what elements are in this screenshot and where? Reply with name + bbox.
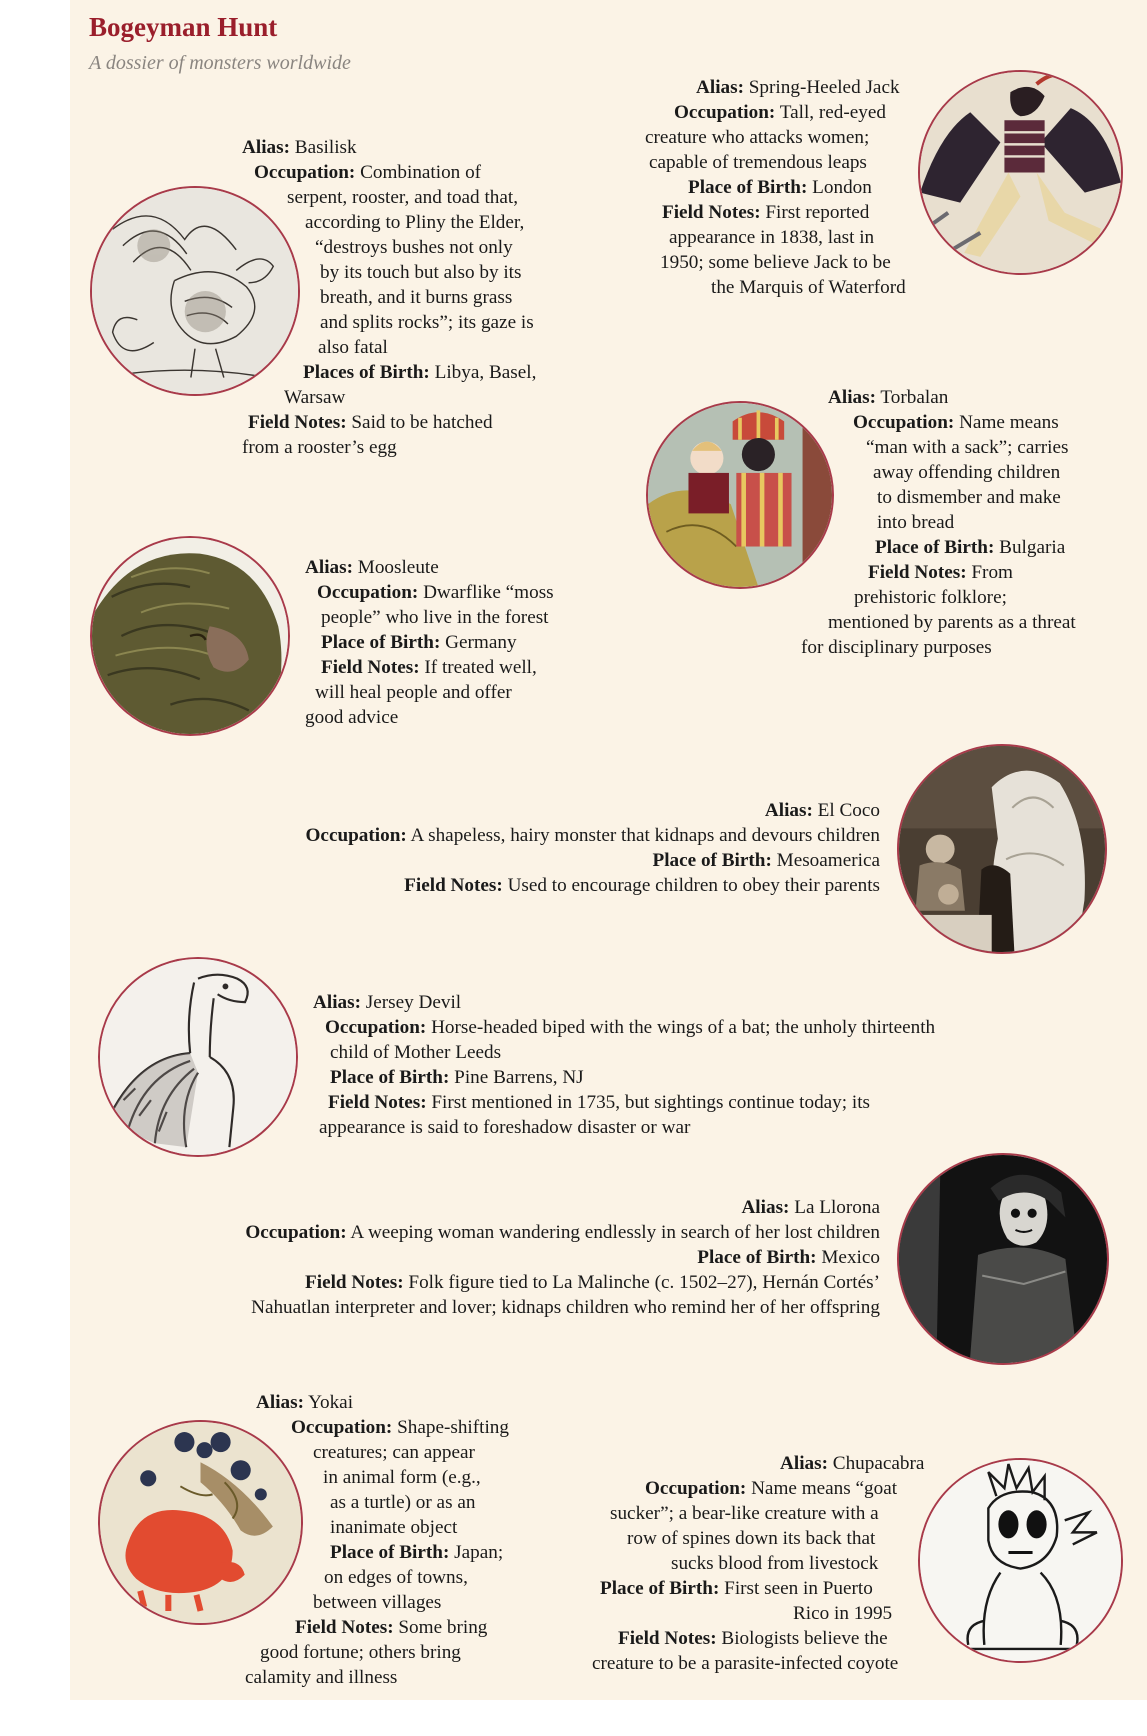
notes-line: 1950; some believe Jack to be: [660, 252, 891, 273]
entry-chupacabra: [585, 1451, 945, 1676]
alias-label: Alias:: [780, 1453, 828, 1474]
occupation-label: Occupation:: [291, 1417, 393, 1438]
notes-label: Field Notes:: [321, 657, 420, 678]
occupation-line: serpent, rooster, and toad that,: [287, 187, 519, 208]
notes-line: appearance is said to foreshadow disaster or war: [319, 1117, 691, 1138]
notes-line: from a rooster’s egg: [242, 437, 397, 458]
notes-line: Said to be hatched: [351, 412, 493, 433]
alias-label: Alias:: [313, 992, 361, 1013]
jersey-devil-image: [98, 957, 298, 1157]
occupation-label: Occupation:: [305, 825, 407, 846]
occupation-line: sucker”; a bear-like creature with a: [610, 1503, 879, 1524]
entry-spring-heeled-jack: [600, 75, 930, 300]
notes-line: If treated well,: [424, 657, 537, 678]
birth-label: Place of Birth:: [330, 1067, 450, 1088]
notes-label: Field Notes:: [248, 412, 347, 433]
occupation-line: Horse-headed biped with the wings of a bat; the unholy thirteenth: [431, 1017, 936, 1038]
birth-line: Rico in 1995: [793, 1603, 893, 1624]
occupation-line: creature who attacks women;: [645, 127, 870, 148]
occupation-line: row of spines down its back that: [627, 1528, 876, 1549]
occupation-line: child of Mother Leeds: [330, 1042, 502, 1063]
notes-label: Field Notes:: [295, 1617, 394, 1638]
occupation-line: people” who live in the forest: [321, 607, 549, 628]
occupation-line: “man with a sack”; carries: [866, 437, 1069, 458]
notes-line: for disciplinary purposes: [801, 637, 992, 658]
entry-torbalan: [790, 385, 1130, 660]
occupation-line: Dwarflike “moss: [423, 582, 554, 603]
notes-line: the Marquis of Waterford: [711, 277, 906, 298]
occupation-line: inanimate object: [330, 1517, 458, 1538]
occupation-label: Occupation:: [254, 162, 356, 183]
occupation-label: Occupation:: [325, 1017, 427, 1038]
occupation-line: Shape-shifting: [397, 1417, 509, 1438]
notes-line: Folk figure tied to La Malinche (c. 1502–27), Hernán Cortés’: [408, 1272, 880, 1293]
birth-line: Bulgaria: [999, 537, 1066, 558]
la-llorona-image: [897, 1153, 1109, 1365]
notes-line: Biologists believe the: [721, 1628, 888, 1649]
alias-label: Alias:: [764, 800, 813, 821]
alias-label: Alias:: [242, 137, 290, 158]
birth-line: between villages: [313, 1592, 442, 1613]
birth-label: Place of Birth:: [330, 1542, 450, 1563]
occupation-line: A shapeless, hairy monster that kidnaps and devours children: [410, 825, 880, 846]
birth-label: Place of Birth:: [321, 632, 441, 653]
notes-line: prehistoric folklore;: [854, 587, 1007, 608]
notes-line: mentioned by parents as a threat: [828, 612, 1076, 633]
entry-basilisk: [240, 135, 540, 460]
occupation-line: Tall, red-eyed: [779, 102, 886, 123]
page-title: Bogeyman Hunt: [89, 12, 278, 42]
alias-value: Jersey Devil: [365, 992, 462, 1013]
birth-label: Place of Birth:: [652, 850, 772, 871]
entry-el-coco: [150, 798, 880, 898]
page-subtitle: A dossier of monsters worldwide: [89, 52, 351, 74]
occupation-line: according to Pliny the Elder,: [305, 212, 525, 233]
alias-value: Chupacabra: [832, 1453, 925, 1474]
alias-label: Alias:: [696, 77, 744, 98]
occupation-line: also fatal: [318, 337, 388, 358]
birth-line: Mexico: [821, 1247, 880, 1268]
notes-line: From: [971, 562, 1013, 583]
notes-line: will heal people and offer: [315, 682, 512, 703]
entry-moosleute: [300, 555, 620, 730]
birth-line: on edges of towns,: [324, 1567, 468, 1588]
notes-line: First mentioned in 1735, but sightings continue today; its: [431, 1092, 871, 1113]
notes-line: appearance in 1838, last in: [669, 227, 875, 248]
notes-line: calamity and illness: [245, 1667, 398, 1688]
birth-label: Place of Birth:: [875, 537, 995, 558]
alias-label: Alias:: [305, 557, 353, 578]
entry-la-llorona: [100, 1195, 880, 1320]
occupation-line: to dismember and make: [877, 487, 1061, 508]
birth-line: Mesoamerica: [776, 850, 880, 871]
spring-heeled-jack-image: [918, 70, 1123, 275]
occupation-line: creatures; can appear: [313, 1442, 475, 1463]
birth-label: Place of Birth:: [697, 1247, 817, 1268]
entry-jersey-devil: [310, 990, 1070, 1140]
chupacabra-image: [918, 1458, 1123, 1663]
occupation-line: A weeping woman wandering endlessly in search of her lost children: [350, 1222, 880, 1243]
alias-label: Alias:: [256, 1392, 304, 1413]
notes-line: First reported: [765, 202, 870, 223]
occupation-label: Occupation:: [645, 1478, 747, 1499]
notes-line: creature to be a parasite-infected coyote: [592, 1653, 899, 1674]
notes-line: good advice: [305, 707, 399, 728]
notes-label: Field Notes:: [305, 1272, 404, 1293]
el-coco-image: [897, 744, 1107, 954]
birth-label: Places of Birth:: [303, 362, 430, 383]
occupation-line: by its touch but also by its: [320, 262, 522, 283]
moosleute-image: [90, 536, 290, 736]
occupation-line: Name means: [959, 412, 1059, 433]
occupation-line: and splits rocks”; its gaze is: [320, 312, 534, 333]
birth-line: Libya, Basel,: [434, 362, 537, 383]
notes-line: Some bring: [398, 1617, 488, 1638]
occupation-line: away offending children: [873, 462, 1061, 483]
notes-label: Field Notes:: [662, 202, 761, 223]
birth-label: Place of Birth:: [600, 1578, 720, 1599]
alias-value: Moosleute: [357, 557, 439, 578]
occupation-line: Name means “goat: [751, 1478, 898, 1499]
occupation-label: Occupation:: [245, 1222, 347, 1243]
alias-value: La Llorona: [794, 1197, 880, 1218]
alias-label: Alias:: [828, 387, 876, 408]
birth-line: London: [812, 177, 872, 198]
notes-label: Field Notes:: [868, 562, 967, 583]
occupation-line: Combination of: [360, 162, 482, 183]
notes-label: Field Notes:: [404, 875, 503, 896]
birth-line: First seen in Puerto: [724, 1578, 873, 1599]
notes-line: Used to encourage children to obey their parents: [507, 875, 880, 896]
alias-label: Alias:: [741, 1197, 790, 1218]
notes-label: Field Notes:: [618, 1628, 717, 1649]
birth-line: Warsaw: [284, 387, 346, 408]
birth-line: Pine Barrens, NJ: [454, 1067, 584, 1088]
occupation-line: as a turtle) or as an: [330, 1492, 476, 1513]
notes-line: Nahuatlan interpreter and lover; kidnaps children who remind her of her offspring: [251, 1297, 880, 1318]
alias-value: Basilisk: [294, 137, 357, 158]
occupation-label: Occupation:: [317, 582, 419, 603]
occupation-label: Occupation:: [674, 102, 776, 123]
alias-value: Spring-Heeled Jack: [748, 77, 900, 98]
occupation-line: “destroys bushes not only: [315, 237, 513, 258]
notes-line: good fortune; others bring: [260, 1642, 461, 1663]
alias-value: Torbalan: [880, 387, 949, 408]
notes-label: Field Notes:: [328, 1092, 427, 1113]
alias-value: Yokai: [308, 1392, 354, 1413]
occupation-line: breath, and it burns grass: [320, 287, 513, 308]
birth-label: Place of Birth:: [688, 177, 808, 198]
occupation-line: into bread: [877, 512, 955, 533]
occupation-line: capable of tremendous leaps: [649, 152, 867, 173]
entry-yokai: [240, 1390, 570, 1690]
occupation-line: in animal form (e.g.,: [323, 1467, 481, 1488]
occupation-line: sucks blood from livestock: [671, 1553, 879, 1574]
birth-line: Japan;: [454, 1542, 504, 1563]
birth-line: Germany: [445, 632, 517, 653]
occupation-label: Occupation:: [853, 412, 955, 433]
alias-value: El Coco: [817, 800, 880, 821]
